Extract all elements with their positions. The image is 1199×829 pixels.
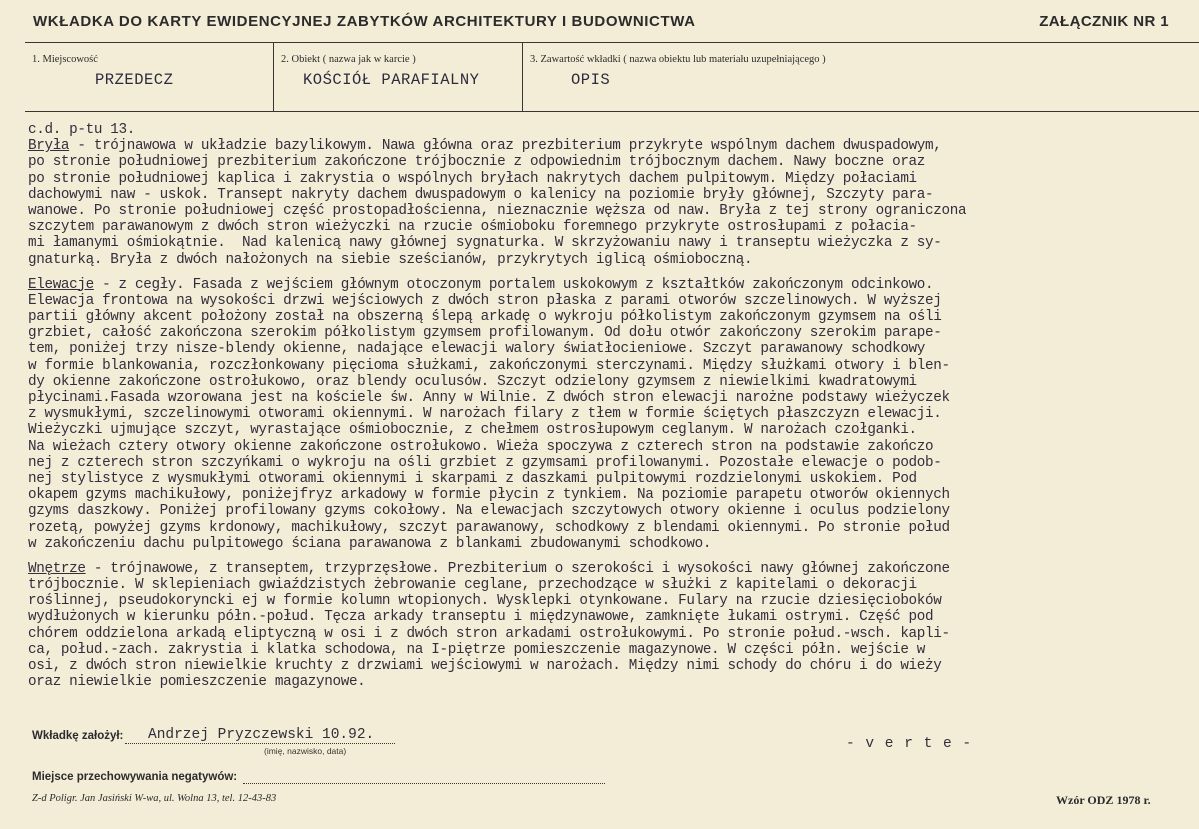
text-line: gzyms daszkowy. Poniżej profilowany gzyms cokołowy. Na elewacjach szczytowych otwory okienne i oculus podzielony [28,503,950,520]
header-fields [25,42,1199,112]
text-line: w formie blankowania, rozczłonkowany pięcioma służkami, zakończonymi sterczynami. Między służkami otwory i blen- [28,357,950,374]
annex-number: ZAŁĄCZNIK NR 1 [1039,13,1169,30]
text-line: po stronie południowej kaplica i zakrystia o wspólnych bryłach nakrytych dachem pulpitowym. Między połaciami [28,170,917,187]
text-line: wanowe. Po stronie południowej część prostopadłościenna, nieznacznie węższa od naw. Bryła z tej strony ograniczona [28,202,967,219]
text-line: trójbocznie. W sklepieniach gwiaździstych żebrowanie ceglane, przechodzące w służki z kapitelami o dekoracji [28,577,917,594]
field-label: 2. Obiekt ( nazwa jak w karcie ) [281,54,416,65]
text-line: rozetą, powyżej gzyms krdonowy, machikułowy, szczyt parawanowy, schodkowy z blendami okiennymi. Po stronie połud [28,519,950,536]
text-line: grzbiet, całość zakończona szerokim półkolistym gzymsem profilowanym. Od dołu otwór zakończony szerokim parape- [28,325,942,342]
field-value: KOŚCIÓŁ PARAFIALNY [303,71,480,89]
founder-label: Wkładkę założył: [32,730,124,742]
form-title: WKŁADKA DO KARTY EWIDENCYJNEJ ZABYTKÓW ARCHITEKTURY I BUDOWNICTWA [33,13,696,30]
text-line: dy okienne zakończone ostrołukowo, oraz blendy oculusów. Szczyt odzielony gzymsem z niewielkimi kwadratowymi [28,373,917,390]
text-line: nej z czterech stron szczyńkami o wykroju na ośli grzbiet z gzymsami profilowanymi. Pozostałe elewacje o podob- [28,454,942,471]
field-label: 1. Miejscowość [32,54,98,65]
printer-imprint: Z-d Poligr. Jan Jasiński W-wa, ul. Wolna 13, tel. 12-43-83 [32,793,277,804]
text-line: wydłużonych w kierunku półn.-połud. Tęcza arkady transeptu i międzynawowe, zamknięte łukami ostrymi. Część pod [28,609,934,626]
field-insert-content [522,43,1199,111]
section-heading: Elewacje [28,276,94,293]
text-line: nej stylistyce z wysmukłymi otworami okiennymi i skarpami z daszkami pulpitowymi rozdzielonymi uskokiem. Pod [28,470,917,487]
text-line: oraz niewielkie pomieszczenie magazynowe. [28,674,366,691]
field-value: PRZEDECZ [95,71,174,89]
form-model: Wzór ODZ 1978 r. [1056,793,1151,807]
text-line: z wysmukłymi, szczelinowymi otworami okiennymi. W narożach filary z tłem w formie ściętych płaszczyzn elewacji. [28,406,942,423]
text-line: gnaturką. Bryła z dwóch nałożonych na siebie sześcianów, przykrytych iglicą ośmioboczną. [28,251,753,268]
field-object [273,43,522,111]
section-wnetrze [28,561,1196,691]
text-line: Na wieżach cztery otwory okienne zakończone ostrołukowo. Wieża spoczywa z czterech stron na podstawie zakończo [28,438,934,455]
text-line: partii główny akcent położony został na obszerną ślepą arkadę o wykroju półkolistym zakończonym gzymsem na ośli [28,309,942,326]
text-line: tem, poniżej trzy nisze-blendy okienne, nadające elewacji walory światłocieniowe. Szczyt parawanowy schodkowy [28,341,926,358]
field-value: OPIS [571,71,611,89]
text-line: ca, połud.-zach. zakrystia i klatka schodowa, na I-piętrze pomieszczenie magazynowe. W części półn. wejście w [28,641,926,658]
verte-note: - v e r t e - [846,736,973,752]
section-heading: Wnętrze [28,560,86,577]
text-line: okapem gzyms machikułowy, poniżejfryz arkadowy w formie płycin z tynkiem. Na poziomie parapetu otworów okiennych [28,487,950,504]
field-label: 3. Zawartość wkładki ( nazwa obiektu lub materiału uzupełniającego ) [530,54,826,65]
text-line: w zakończeniu dachu pulpitowego ściana parawanowa z blankami zbudowanymi schodkowo. [28,535,712,552]
text-line: osi, z dwóch stron niewielkie kruchty z drzwiami wejściowymi w narożach. Między nimi schody do chóru i do wieży [28,658,942,674]
text-line: dachowymi naw - uskok. Transept nakryty dachem dwuspadowym o kalenicy na poziomie bryły głównej, Szczyty para- [28,186,934,203]
section-bryla [28,138,1196,268]
text-line: chórem oddzielona arkadą eliptyczną w osi i z dwóch stron arkadami ostrołukowymi. Po stronie połud.-wsch. kapli- [28,625,950,642]
section-heading: Bryła [28,138,70,155]
text-line: mi łamanymi ośmiokątnie. Nad kalenicą nawy głównej sygnaturka. W skrzyżowaniu nawy i transeptu wieżyczka z sy- [28,235,942,252]
field-locality [25,43,271,111]
text-line: roślinnej, pseudokoryncki ej w formie kolumn wtopionych. Wysklepki otynkowane. Fulary na rzucie dziesięcioboków [28,593,942,610]
section-elewacje [28,277,1196,552]
text-line: Bryła - trójnawowa w układzie bazylikowym. Nawa główna oraz prezbiterium przykryte wspólnym dachem dwuspadowym, [28,138,942,155]
text-line: szczytem parawanowym z dwóch stron wieżyczki na rzucie ośmioboku foremnego przykryte ostrosłupami z połacia- [28,219,917,236]
founder-hint: (imię, nazwisko, data) [264,746,347,756]
text-line: Elewacja frontowa na wysokości drzwi wejściowych z dwóch stron płaska z parami otworów szczelinowych. W wyższej [28,292,942,309]
text-line: Elewacje - z cegły. Fasada z wejściem głównym otoczonym portalem uskokowym z kształtków zakończonym odcinkowo. [28,276,934,293]
founder-dotted-line [125,743,395,744]
negatives-label: Miejsce przechowywania negatywów: [32,771,238,783]
text-line: płycinami.Fasada wzorowana jest na kościele św. Anny w Wilnie. Z dwóch stron elewacji narożne podstawy wieżyczek [28,390,950,406]
founder-value: Andrzej Pryzczewski 10.92. [148,727,375,743]
text-line: Wnętrze - trójnawowe, z transeptem, trzyprzęsłowe. Prezbiterium o szerokości i wysokości nawy głównej zakończone [28,560,950,577]
text-line: Wieżyczki ujmujące szczyt, wyrastające ośmiobocznie, z chełmem ostrosłupowym ceglanym. W narożach czołganki. [28,422,917,439]
description-body [28,122,1196,690]
continuation-note: c.d. p-tu 13. [28,122,135,138]
text-line: po stronie południowej prezbiterium zakończone trójbocznie z odpowiednim trójbocznym dachem. Nawy boczne oraz [28,154,926,171]
negatives-dotted-line [243,783,605,784]
